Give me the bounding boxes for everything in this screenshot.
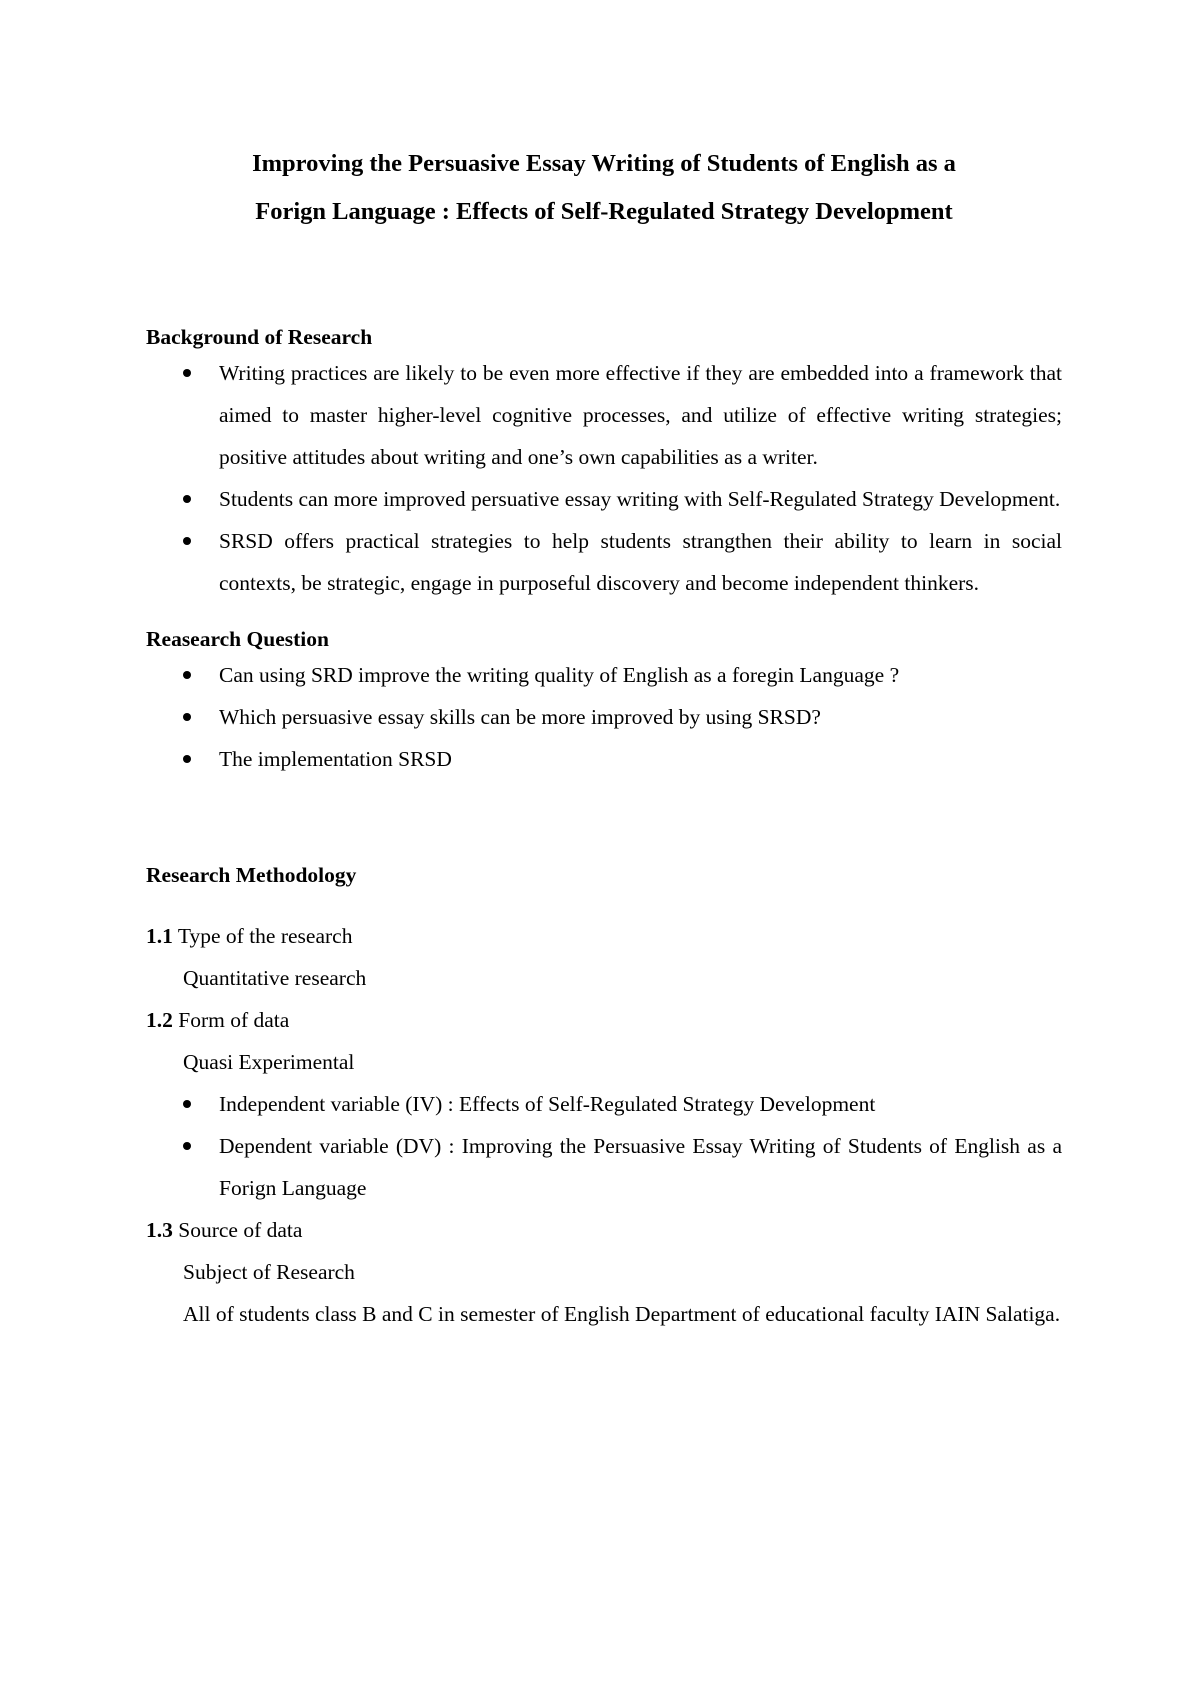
title-line-1: Improving the Persuasive Essay Writing of Students of English as a xyxy=(252,150,956,177)
list-item-text: Independent variable (IV) : Effects of Self-Regulated Strategy Development xyxy=(219,1092,876,1116)
list-item-text: SRSD offers practical strategies to help students strangthen their ability to learn in social contexts, be strategic, engage in purposeful discovery and become independent thinkers. xyxy=(219,529,1062,595)
list-item-text: Writing practices are likely to be even more effective if they are embedded into a framework that aimed to master higher-level cognitive processes, and utilize of effective writing strategies; positive attitudes about writing and one’s own capabilities as a writer. xyxy=(219,361,1062,469)
list-item-text: Students can more improved persuative essay writing with Self-Regulated Strategy Development. xyxy=(219,487,1061,511)
list-item xyxy=(146,738,1062,780)
method-item-1-3 xyxy=(146,1209,1062,1251)
list-item-text: Which persuasive essay skills can be more improved by using SRSD? xyxy=(219,705,821,729)
list-item xyxy=(146,352,1062,478)
research-question-list xyxy=(146,654,1062,780)
variables-list xyxy=(146,1083,1062,1209)
item-body-detail: All of students class B and C in semester of English Department of educational faculty IAIN Salatiga. xyxy=(183,1302,1061,1326)
list-item xyxy=(146,696,1062,738)
list-item xyxy=(146,1083,1062,1125)
bullet-icon xyxy=(183,671,191,679)
document-title xyxy=(146,140,1062,236)
method-item-1-2 xyxy=(146,999,1062,1041)
list-item xyxy=(146,654,1062,696)
bullet-icon xyxy=(183,755,191,763)
item-label: Source of data xyxy=(178,1218,303,1242)
item-label: Form of data xyxy=(178,1008,290,1032)
background-section xyxy=(146,322,1062,604)
research-question-section xyxy=(146,624,1062,780)
item-body: Quantitative research xyxy=(183,966,367,990)
list-item xyxy=(146,478,1062,520)
bullet-icon xyxy=(183,713,191,721)
item-number: 1.3 xyxy=(146,1218,173,1242)
list-item xyxy=(146,1125,1062,1209)
methodology-items xyxy=(146,915,1062,1335)
item-body: Quasi Experimental xyxy=(183,1050,355,1074)
research-question-heading: Reasearch Question xyxy=(146,627,329,651)
background-heading: Background of Research xyxy=(146,325,373,349)
method-item-1-1 xyxy=(146,915,1062,957)
title-line-2: Forign Language : Effects of Self-Regulated Strategy Development xyxy=(255,198,953,225)
list-item-text: The implementation SRSD xyxy=(219,747,452,771)
list-item-text: Dependent variable (DV) : Improving the Persuasive Essay Writing of Students of English as a Forign Language xyxy=(219,1134,1062,1200)
item-number: 1.2 xyxy=(146,1008,173,1032)
background-list xyxy=(146,352,1062,604)
bullet-icon xyxy=(183,537,191,545)
item-number: 1.1 xyxy=(146,924,173,948)
methodology-section xyxy=(146,860,1062,1335)
item-label: Type of the research xyxy=(177,924,353,948)
methodology-heading: Research Methodology xyxy=(146,863,357,887)
list-item xyxy=(146,520,1062,604)
item-body: Subject of Research xyxy=(183,1260,355,1284)
bullet-icon xyxy=(183,1100,191,1108)
bullet-icon xyxy=(183,495,191,503)
list-item-text: Can using SRD improve the writing quality of English as a foregin Language ? xyxy=(219,663,900,687)
bullet-icon xyxy=(183,1142,191,1150)
bullet-icon xyxy=(183,369,191,377)
